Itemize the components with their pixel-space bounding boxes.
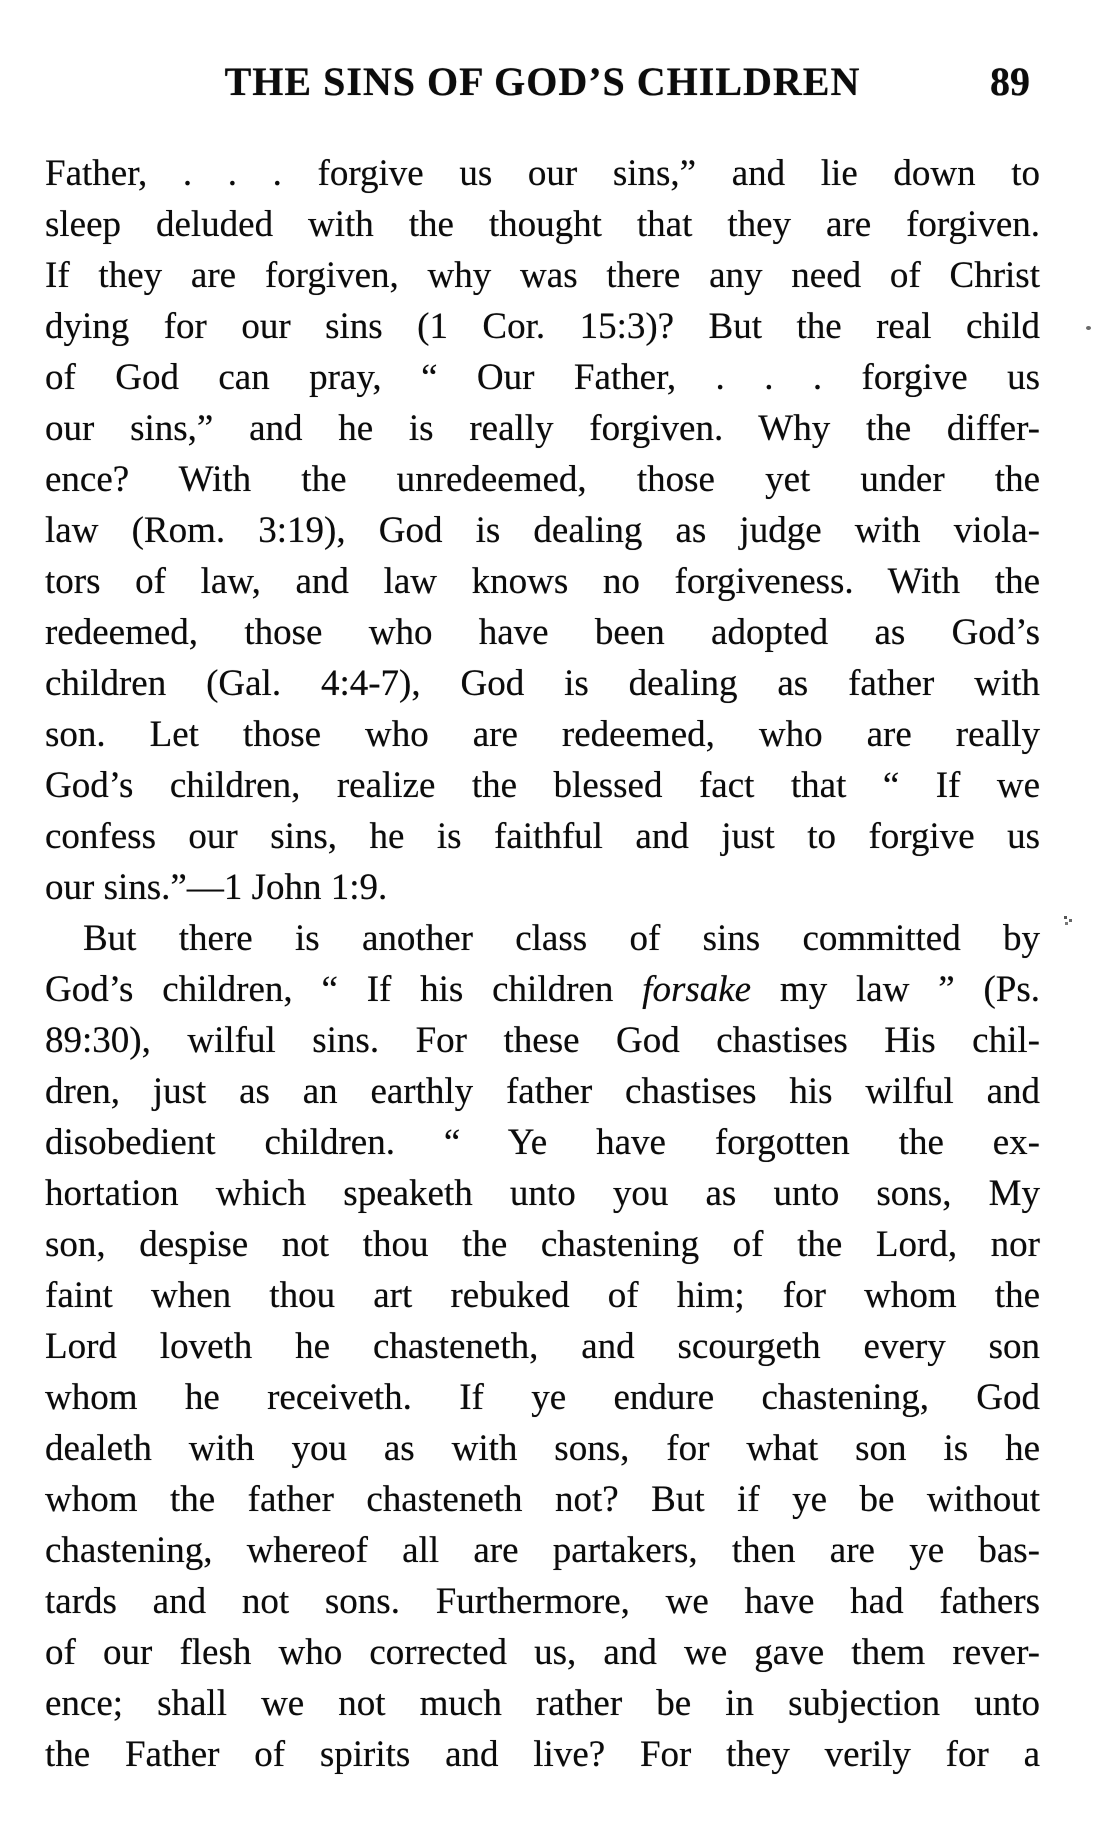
text-line bbox=[45, 1729, 1040, 1780]
text-segment: confess our sins, he is faithful and just to forgive us bbox=[45, 816, 1040, 857]
text-line bbox=[45, 709, 1040, 760]
text-line bbox=[45, 454, 1040, 505]
text-segment: dying for our sins (1 Cor. 15:3)? But the real child bbox=[45, 306, 1040, 347]
text-line bbox=[45, 658, 1040, 709]
text-line bbox=[45, 505, 1040, 556]
page-number: 89 bbox=[990, 59, 1030, 104]
text-segment: our sins,” and he is really forgiven. Why the differ- bbox=[45, 408, 1040, 449]
page-title: THE SINS OF GOD’S CHILDREN bbox=[224, 59, 861, 104]
text-segment: children (Gal. 4:4-7), God is dealing as father with bbox=[45, 663, 1040, 704]
text-line bbox=[45, 1474, 1040, 1525]
text-segment: chastening, whereof all are partakers, then are ye bas- bbox=[45, 1530, 1040, 1571]
text-line bbox=[45, 199, 1040, 250]
text-segment: 89:30), wilful sins. For these God chastises His chil- bbox=[45, 1020, 1040, 1061]
italic-word: forsake bbox=[642, 969, 752, 1010]
text-line bbox=[45, 1423, 1040, 1474]
text-line bbox=[45, 1066, 1040, 1117]
text-segment: God’s children, realize the blessed fact that “ If we bbox=[45, 765, 1040, 806]
text-line bbox=[45, 1525, 1040, 1576]
text-segment: of God can pray, “ Our Father, . . . forgive us bbox=[45, 357, 1040, 398]
text-line bbox=[45, 1117, 1040, 1168]
text-line bbox=[45, 1576, 1040, 1627]
running-header bbox=[45, 60, 1040, 104]
text-line bbox=[45, 1678, 1040, 1729]
body-text bbox=[45, 148, 1040, 1780]
text-segment: ence; shall we not much rather be in subjection unto bbox=[45, 1683, 1040, 1724]
text-segment: If they are forgiven, why was there any need of Christ bbox=[45, 255, 1040, 296]
text-line bbox=[45, 913, 1040, 964]
text-segment: God’s children, “ If his children bbox=[45, 969, 643, 1010]
text-line bbox=[45, 148, 1040, 199]
text-segment: the Father of spirits and live? For they verily for a bbox=[45, 1734, 1040, 1775]
text-segment: disobedient children. “ Ye have forgotten the ex- bbox=[45, 1122, 1040, 1163]
text-segment: my law ” (Ps. bbox=[751, 969, 1040, 1010]
text-line bbox=[45, 1627, 1040, 1678]
text-line bbox=[45, 811, 1040, 862]
text-segment: tors of law, and law knows no forgiveness. With the bbox=[45, 561, 1040, 602]
text-line bbox=[45, 352, 1040, 403]
text-line bbox=[45, 1321, 1040, 1372]
text-segment: dren, just as an earthly father chastises his wilful and bbox=[45, 1071, 1040, 1112]
text-line bbox=[45, 862, 1040, 913]
paragraph bbox=[45, 913, 1040, 1780]
text-segment: redeemed, those who have been adopted as God’s bbox=[45, 612, 1040, 653]
text-line bbox=[45, 556, 1040, 607]
scan-artifact bbox=[1086, 326, 1091, 330]
text-line bbox=[45, 607, 1040, 658]
text-segment: our sins.”—1 John 1:9. bbox=[45, 867, 388, 908]
text-line bbox=[45, 301, 1040, 352]
text-line bbox=[45, 1219, 1040, 1270]
text-segment: But there is another class of sins committed by bbox=[83, 918, 1040, 959]
text-segment: Lord loveth he chasteneth, and scourgeth every son bbox=[45, 1326, 1040, 1367]
text-segment: of our flesh who corrected us, and we gave them rever- bbox=[45, 1632, 1040, 1673]
text-segment: ence? With the unredeemed, those yet under the bbox=[45, 459, 1040, 500]
text-segment: Father, . . . forgive us our sins,” and lie down to bbox=[45, 153, 1040, 194]
text-line bbox=[45, 1372, 1040, 1423]
scan-artifact bbox=[1064, 916, 1067, 919]
text-segment: whom the father chasteneth not? But if ye be without bbox=[45, 1479, 1040, 1520]
text-segment: dealeth with you as with sons, for what son is he bbox=[45, 1428, 1040, 1469]
text-line bbox=[45, 760, 1040, 811]
text-line bbox=[45, 1015, 1040, 1066]
text-segment: tards and not sons. Furthermore, we have had fathers bbox=[45, 1581, 1040, 1622]
text-segment: law (Rom. 3:19), God is dealing as judge with viola- bbox=[45, 510, 1040, 551]
text-line bbox=[45, 250, 1040, 301]
paragraph bbox=[45, 148, 1040, 913]
text-segment: hortation which speaketh unto you as unto sons, My bbox=[45, 1173, 1040, 1214]
text-line bbox=[45, 403, 1040, 454]
text-segment: faint when thou art rebuked of him; for whom the bbox=[45, 1275, 1040, 1316]
text-segment: son. Let those who are redeemed, who are really bbox=[45, 714, 1040, 755]
text-segment: whom he receiveth. If ye endure chastening, God bbox=[45, 1377, 1040, 1418]
text-line bbox=[45, 1168, 1040, 1219]
text-line bbox=[45, 1270, 1040, 1321]
text-line bbox=[45, 964, 1040, 1015]
text-segment: son, despise not thou the chastening of the Lord, nor bbox=[45, 1224, 1040, 1265]
text-segment: sleep deluded with the thought that they are forgiven. bbox=[45, 204, 1040, 245]
